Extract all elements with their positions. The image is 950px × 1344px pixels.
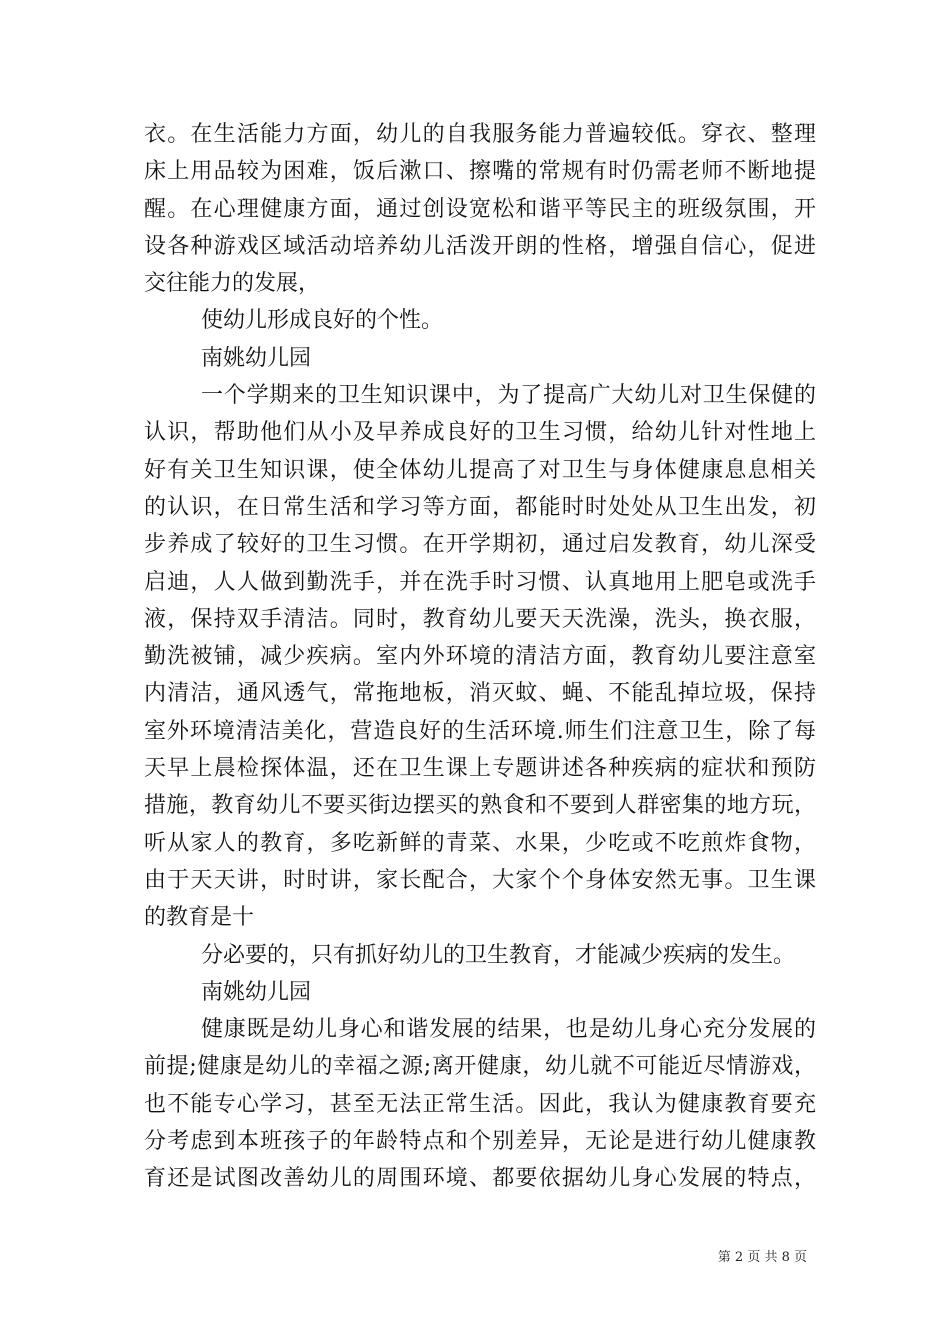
section-heading: 南姚幼儿园 (201, 345, 312, 371)
text-line: 一个学期来的卫生知识课中，为了提高广大幼儿对卫生保健的 (201, 383, 816, 409)
text-line: 步养成了较好的卫生习惯。在开学期初，通过启发教育，幼儿深受 (144, 532, 816, 558)
text-line: 的教育是十 (144, 905, 255, 931)
section-heading: 南姚幼儿园 (201, 979, 312, 1005)
text-line: 室外环境清洁美化，营造良好的生活环境.师生们注意卫生，除了每 (144, 718, 816, 744)
text-line: 认识，帮助他们从小及早养成良好的卫生习惯，给幼儿针对性地上 (144, 420, 816, 446)
text-line: 勤洗被铺，减少疾病。室内外环境的清洁方面，教育幼儿要注意室 (144, 644, 816, 670)
text-line: 听从家人的教育，多吃新鲜的青菜、水果，少吃或不吃煎炸食物， (144, 830, 816, 856)
document-body (144, 116, 816, 1198)
text-line: 天早上晨检探体温，还在卫生课上专题讲述各种疾病的症状和预防 (144, 756, 816, 782)
text-line: 启迪，人人做到勤洗手，并在洗手时习惯、认真地用上肥皂或洗手 (144, 569, 816, 595)
text-line: 交往能力的发展， (144, 271, 321, 297)
text-line: 前提;健康是幼儿的幸福之源;离开健康，幼儿就不可能近尽情游戏， (144, 1054, 816, 1080)
text-line: 育还是试图改善幼儿的周围环境、都要依据幼儿身心发展的特点， (144, 1166, 816, 1192)
text-line: 好有关卫生知识课，使全体幼儿提高了对卫生与身体健康息息相关 (144, 457, 816, 483)
text-line: 衣。在生活能力方面，幼儿的自我服务能力普遍较低。穿衣、整理 (144, 122, 816, 147)
text-line: 醒。在心理健康方面，通过创设宽松和谐平等民主的班级氛围，开 (144, 196, 816, 222)
text-line: 内清洁，通风透气，常拖地板，消灭蚊、蝇、不能乱掉垃圾，保持 (144, 681, 816, 707)
text-line: 使幼儿形成良好的个性。 (201, 308, 444, 334)
page-number: 第 2 页 共 8 页 (717, 1250, 807, 1265)
text-line: 也不能专心学习，甚至无法正常生活。因此，我认为健康教育要充 (144, 1091, 816, 1117)
text-line: 分考虑到本班孩子的年龄特点和个别差异，无论是进行幼儿健康教 (144, 1129, 816, 1155)
text-line: 由于天天讲，时时讲，家长配合，大家个个身体安然无事。卫生课 (144, 867, 816, 893)
text-line: 健康既是幼儿身心和谐发展的结果，也是幼儿身心充分发展的 (201, 1017, 816, 1043)
text-line: 设各种游戏区域活动培养幼儿活泼开朗的性格，增强自信心，促进 (144, 233, 816, 259)
text-line: 分必要的，只有抓好幼儿的卫生教育，才能减少疾病的发生。 (201, 942, 796, 968)
text-line: 的认识，在日常生活和学习等方面，都能时时处处从卫生出发，初 (144, 494, 816, 520)
text-line: 液，保持双手清洁。同时，教育幼儿要天天洗澡，洗头，换衣服， (144, 606, 816, 632)
text-line: 措施，教育幼儿不要买街边摆买的熟食和不要到人群密集的地方玩， (144, 793, 816, 819)
text-line: 床上用品较为困难，饭后漱口、擦嘴的常规有时仍需老师不断地提 (144, 159, 816, 185)
